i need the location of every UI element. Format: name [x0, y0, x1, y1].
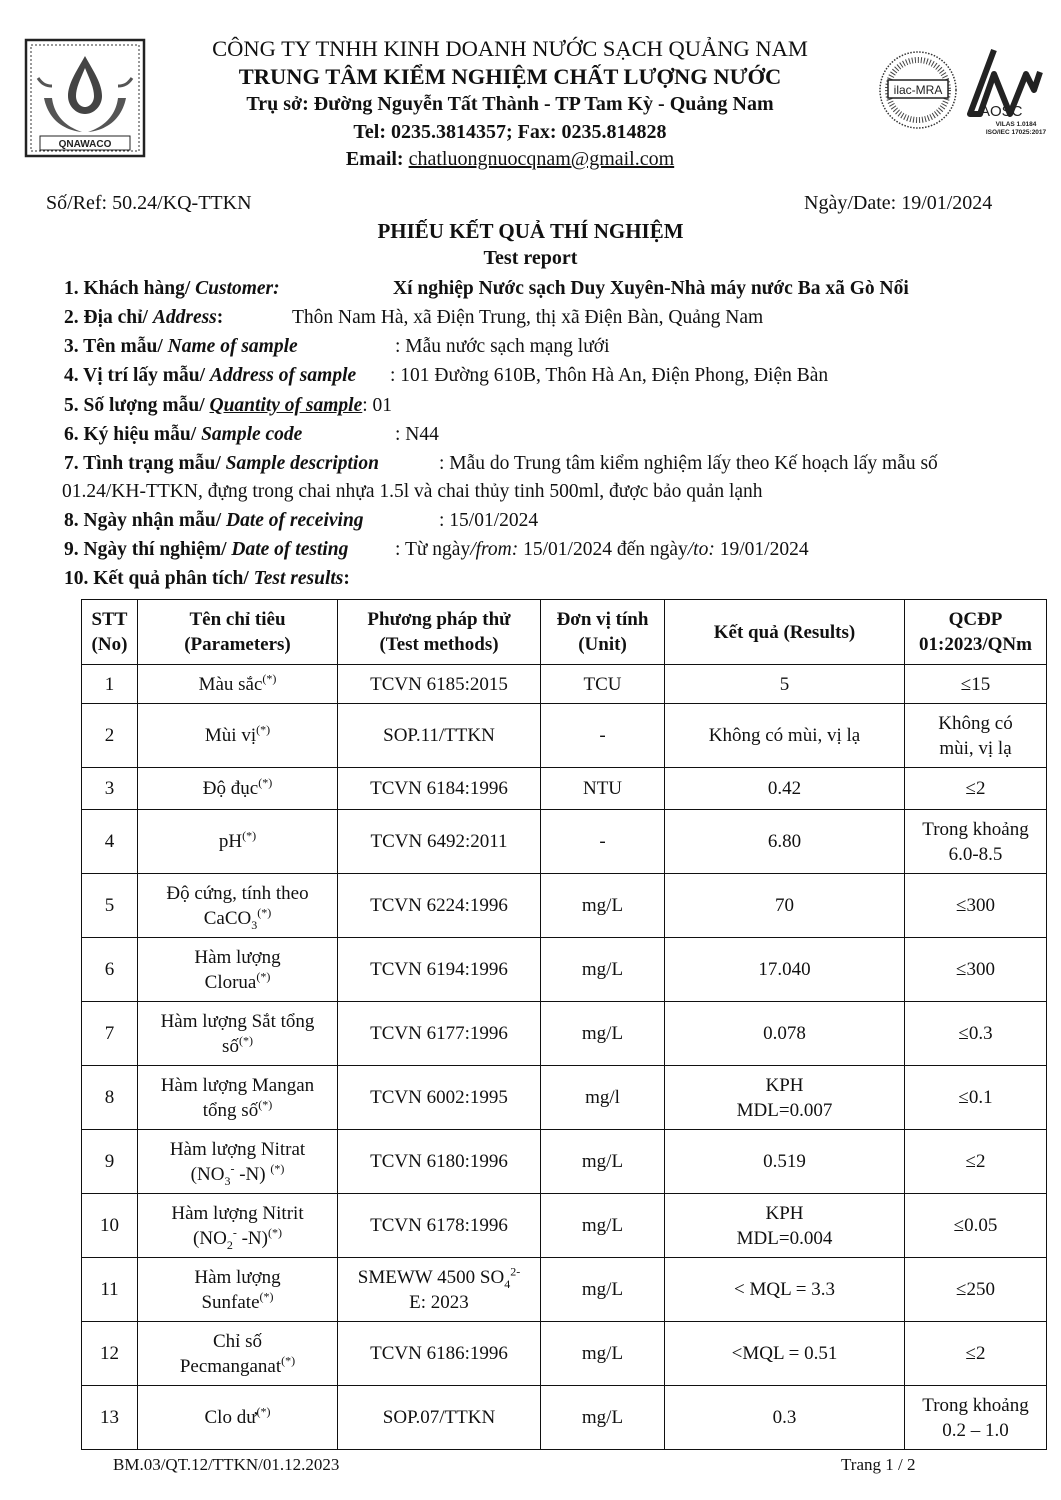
cell-limit: ≤2 — [905, 1130, 1047, 1194]
sample-name-value: : Mẫu nước sạch mạng lưới — [395, 336, 610, 357]
cell-method: TCVN 6492:2011 — [338, 810, 541, 874]
cell-unit: mg/L — [541, 1130, 665, 1194]
cell-unit: mg/l — [541, 1066, 665, 1130]
cell-unit: mg/L — [541, 1194, 665, 1258]
info-date-testing: 9. Ngày thí nghiệm/ Date of testing : Từ ngày/from: 15/01/2024 đến ngày/to: 19/01/2024 — [64, 539, 809, 560]
sample-location-value: : 101 Đường 610B, Thôn Hà An, Điện Phong, Điện Bàn — [390, 365, 829, 386]
info-sample-description: 7. Tình trạng mẫu/ Sample description : Mẫu do Trung tâm kiểm nghiệm lấy theo Kế hoạch lấy mẫu số — [64, 453, 938, 474]
cell-parameter: pH(*) — [138, 810, 338, 874]
cell-parameter: Clo dư(*) — [138, 1386, 338, 1450]
cell-limit: ≤2 — [905, 1322, 1047, 1386]
cell-limit: ≤2 — [905, 768, 1047, 810]
cell-parameter: Hàm lượng Mangan tổng số(*) — [138, 1066, 338, 1130]
company-name: CÔNG TY TNHH KINH DOANH NƯỚC SẠCH QUẢNG NAM — [212, 36, 808, 61]
report-title: PHIẾU KẾT QUẢ THÍ NGHIỆM — [377, 219, 684, 243]
cell-no: 13 — [82, 1386, 138, 1450]
address-value: Thôn Nam Hà, xã Điện Trung, thị xã Điện Bàn, Quảng Nam — [292, 307, 764, 328]
page-number: Trang 1 / 2 — [841, 1455, 916, 1474]
cell-limit: Không có mùi, vị lạ — [905, 704, 1047, 768]
cell-limit: ≤300 — [905, 874, 1047, 938]
center-name: TRUNG TÂM KIỂM NGHIỆM CHẤT LƯỢNG NƯỚC — [238, 64, 782, 89]
cell-limit: ≤0.05 — [905, 1194, 1047, 1258]
logo-text: QNAWACO — [58, 139, 112, 150]
cell-no: 12 — [82, 1322, 138, 1386]
email-link[interactable]: chatluongnuocqnam@gmail.com — [408, 148, 675, 170]
table-row — [82, 1002, 1047, 1066]
cell-result: 70 — [665, 874, 905, 938]
cell-limit: ≤15 — [905, 665, 1047, 704]
cell-no: 3 — [82, 768, 138, 810]
table-row — [82, 1066, 1047, 1130]
cell-parameter: Chỉ số Pecmanganat(*) — [138, 1322, 338, 1386]
cell-parameter: Hàm lượng Nitrit ($NO_2^-$ -N)(*) — [138, 1194, 338, 1258]
table-row — [82, 1194, 1047, 1258]
cell-method: TCVN 6178:1996 — [338, 1194, 541, 1258]
table-row — [82, 1386, 1047, 1450]
accreditation-logos — [876, 44, 1048, 138]
cell-limit: ≤0.3 — [905, 1002, 1047, 1066]
cell-unit: mg/L — [541, 1322, 665, 1386]
cell-unit: NTU — [541, 768, 665, 810]
info-date-received: 8. Ngày nhận mẫu/ Date of receiving : 15/01/2024 — [64, 510, 539, 531]
cell-parameter: Hàm lượng Sắt tổng số(*) — [138, 1002, 338, 1066]
cell-method: TCVN 6194:1996 — [338, 938, 541, 1002]
vilas-text: VILAS 1.0184 — [995, 121, 1037, 128]
report-subtitle: Test report — [483, 247, 578, 269]
header-results: Kết quả (Results) — [665, 600, 905, 665]
cell-unit: TCU — [541, 665, 665, 704]
cell-method: TCVN 6180:1996 — [338, 1130, 541, 1194]
cell-method: TCVN 6002:1995 — [338, 1066, 541, 1130]
info-sample-location: 4. Vị trí lấy mẫu/ Address of sample : 101 Đường 610B, Thôn Hà An, Điện Phong, Điện Bàn — [64, 365, 829, 386]
quantity-value: : 01 — [362, 395, 393, 416]
cell-method: SMEWW 4500 $SO_4^{2-}$ E: 2023 — [338, 1258, 541, 1322]
company-logo — [24, 38, 146, 158]
info-sample-name: 3. Tên mẫu/ Name of sample : Mẫu nước sạch mạng lưới — [64, 336, 610, 357]
email-label: Email: — [345, 148, 409, 170]
customer-value: Xí nghiệp Nước sạch Duy Xuyên-Nhà máy nước Ba xã Gò Nổi — [393, 278, 909, 299]
cell-no: 7 — [82, 1002, 138, 1066]
aosc-text: AOSC — [980, 103, 1023, 120]
cell-limit: ≤250 — [905, 1258, 1047, 1322]
cell-unit: mg/L — [541, 1258, 665, 1322]
cell-no: 4 — [82, 810, 138, 874]
table-row — [82, 1322, 1047, 1386]
cell-no: 2 — [82, 704, 138, 768]
table-row — [82, 704, 1047, 768]
cell-parameter: Mùi vị(*) — [138, 704, 338, 768]
cell-method: SOP.11/TTKN — [338, 704, 541, 768]
cell-no: 8 — [82, 1066, 138, 1130]
info-test-results: 10. Kết quả phân tích/ Test results: — [64, 568, 350, 589]
center-phone: Tel: 0235.3814357; Fax: 0235.814828 — [353, 121, 667, 143]
center-address: Trụ sở: Đường Nguyễn Tất Thành - TP Tam Kỳ - Quảng Nam — [246, 93, 774, 115]
cell-result: 17.040 — [665, 938, 905, 1002]
cell-result: Không có mùi, vị lạ — [665, 704, 905, 768]
header-methods: Phương pháp thử (Test methods) — [338, 600, 541, 665]
cell-method: TCVN 6177:1996 — [338, 1002, 541, 1066]
cell-parameter: Độ cứng, tính theo CaCO$_3$(*) — [138, 874, 338, 938]
cell-parameter: Hàm lượng Sunfate(*) — [138, 1258, 338, 1322]
sample-description-line2: 01.24/KH-TTKN, đựng trong chai nhựa 1.5l và chai thủy tinh 500ml, được bảo quản lạnh — [62, 481, 763, 502]
cell-unit: mg/L — [541, 1002, 665, 1066]
table-row — [82, 938, 1047, 1002]
center-email — [160, 148, 860, 171]
cell-unit: - — [541, 810, 665, 874]
cell-method: TCVN 6224:1996 — [338, 874, 541, 938]
cell-method: TCVN 6186:1996 — [338, 1322, 541, 1386]
table-row — [82, 810, 1047, 874]
cell-no: 1 — [82, 665, 138, 704]
header-stt: STT (No) — [82, 600, 138, 665]
sample-description-line1: : Mẫu do Trung tâm kiểm nghiệm lấy theo Kế hoạch lấy mẫu số — [439, 453, 938, 474]
ilac-mra-text: ilac-MRA — [893, 83, 943, 97]
reference-number: Số/Ref: 50.24/KQ-TTKN — [46, 192, 252, 214]
cell-unit: - — [541, 704, 665, 768]
header-parameters: Tên chỉ tiêu (Parameters) — [138, 600, 338, 665]
cell-parameter: Màu sắc(*) — [138, 665, 338, 704]
cell-method: SOP.07/TTKN — [338, 1386, 541, 1450]
date-received-value: : 15/01/2024 — [439, 510, 539, 531]
cell-result: < MQL = 3.3 — [665, 1258, 905, 1322]
cell-limit: ≤300 — [905, 938, 1047, 1002]
date-testing-value: : Từ ngày/from: 15/01/2024 đến ngày/to: 19/01/2024 — [395, 539, 809, 560]
cell-limit: Trong khoảng 6.0-8.5 — [905, 810, 1047, 874]
cell-result: 0.42 — [665, 768, 905, 810]
cell-method: TCVN 6185:2015 — [338, 665, 541, 704]
cell-no: 5 — [82, 874, 138, 938]
header-standard: QCĐP 01:2023/QNm — [905, 600, 1047, 665]
cell-result: 6.80 — [665, 810, 905, 874]
cell-result: <MQL = 0.51 — [665, 1322, 905, 1386]
sample-code-value: : N44 — [395, 424, 439, 445]
cell-no: 10 — [82, 1194, 138, 1258]
report-date: Ngày/Date: 19/01/2024 — [804, 192, 993, 214]
table-row — [82, 1258, 1047, 1322]
cell-method: TCVN 6184:1996 — [338, 768, 541, 810]
cell-result: KPH MDL=0.004 — [665, 1194, 905, 1258]
cell-result: 5 — [665, 665, 905, 704]
form-code: BM.03/QT.12/TTKN/01.12.2023 — [113, 1455, 340, 1474]
info-quantity: 5. Số lượng mẫu/ Quantity of sample: 01 — [64, 395, 393, 416]
header-unit: Đơn vị tính (Unit) — [541, 600, 665, 665]
cell-result: 0.519 — [665, 1130, 905, 1194]
table-header-row — [82, 600, 1047, 665]
cell-no: 6 — [82, 938, 138, 1002]
cell-limit: ≤0.1 — [905, 1066, 1047, 1130]
cell-result: 0.078 — [665, 1002, 905, 1066]
results-table — [81, 599, 1047, 1450]
table-row — [82, 768, 1047, 810]
cell-no: 11 — [82, 1258, 138, 1322]
cell-parameter: Độ đục(*) — [138, 768, 338, 810]
table-row — [82, 1130, 1047, 1194]
table-row — [82, 665, 1047, 704]
cell-parameter: Hàm lượng Clorua(*) — [138, 938, 338, 1002]
info-sample-code: 6. Ký hiệu mẫu/ Sample code : N44 — [64, 424, 439, 445]
cell-unit: mg/L — [541, 1386, 665, 1450]
cell-unit: mg/L — [541, 874, 665, 938]
cell-limit: Trong khoảng 0.2 – 1.0 — [905, 1386, 1047, 1450]
cell-unit: mg/L — [541, 938, 665, 1002]
cell-result: 0.3 — [665, 1386, 905, 1450]
info-address: 2. Địa chỉ/ Address: Thôn Nam Hà, xã Điện Trung, thị xã Điện Bàn, Quảng Nam — [64, 307, 764, 328]
cell-result: KPH MDL=0.007 — [665, 1066, 905, 1130]
table-row — [82, 874, 1047, 938]
cell-parameter: Hàm lượng Nitrat ($NO_3^-$ -N) (*) — [138, 1130, 338, 1194]
cell-no: 9 — [82, 1130, 138, 1194]
info-customer: 1. Khách hàng/ Customer: Xí nghiệp Nước sạch Duy Xuyên-Nhà máy nước Ba xã Gò Nổi — [64, 278, 909, 299]
iso-text: ISO/IEC 17025:2017 — [985, 129, 1047, 136]
